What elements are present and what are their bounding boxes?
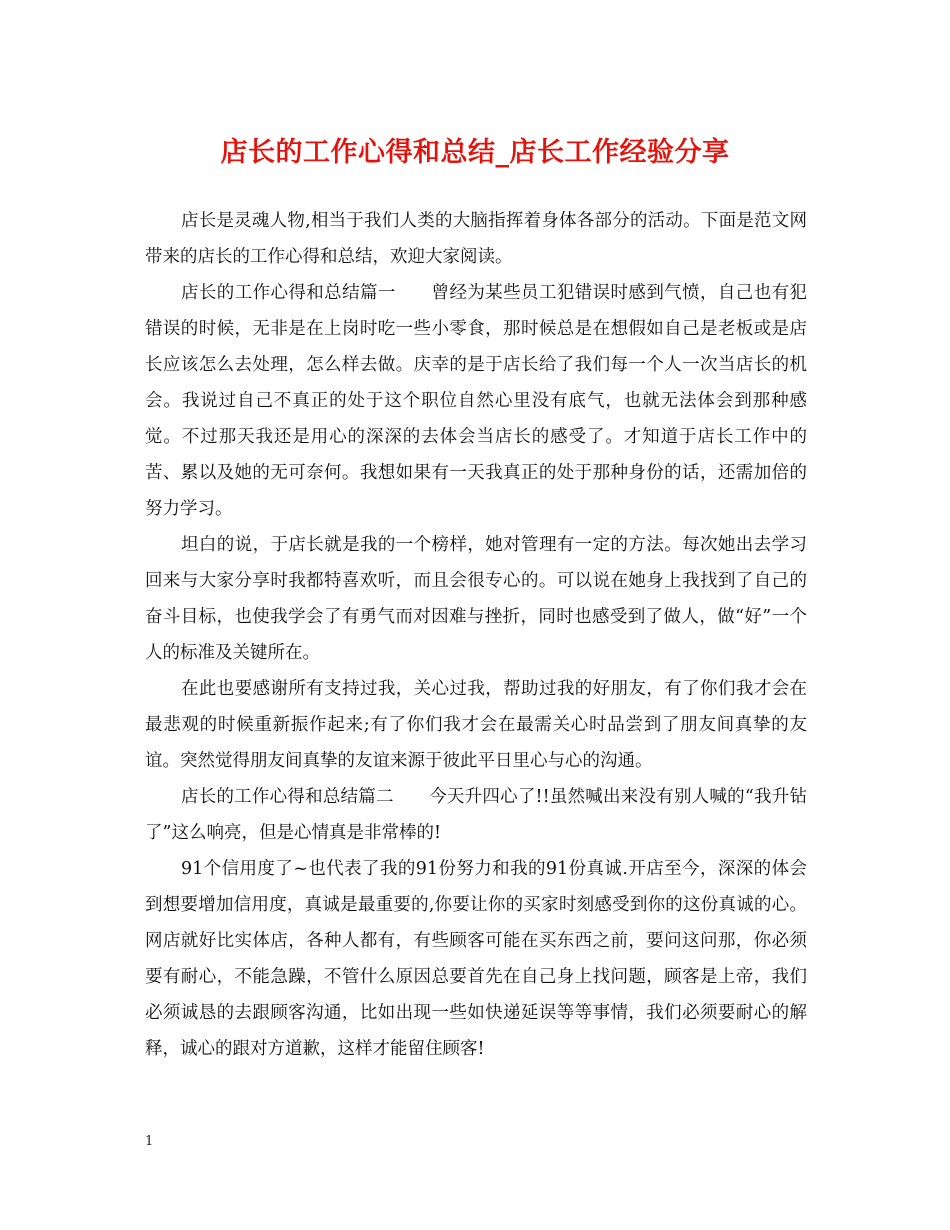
paragraph: 店长的工作心得和总结篇一 曾经为某些员工犯错误时感到气愤，自己也有犯错误的时候，无非是在上岗时吃一些小零食，那时候总是在想假如自己是老板或是店长应该怎么去处理，怎么样去做。庆幸的是于店长给了我们每一个人一次当店长的机会。我说过自己不真正的处于这个职位自然心里没有底气，也就无法体会到那种感觉。不过那天我还是用心的深深的去体会当店长的感受了。才知道于店长工作中的苦、累以及她的无可奈何。我想如果有一天我真正的处于那种身份的话，还需加倍的努力学习。 [145,283,807,519]
paragraph: 店长的工作心得和总结篇二 今天升四心了!!虽然喊出来没有别人喊的“我升钻了”这么响亮，但是心情真是非常棒的! [145,787,807,843]
paragraph: 店长是灵魂人物,相当于我们人类的大脑指挥着身体各部分的活动。下面是范文网带来的店长的工作心得和总结，欢迎大家阅读。 [145,211,807,267]
page-number: 1 [145,1134,154,1149]
document-title: 店长的工作心得和总结_店长工作经验分享 [220,137,730,168]
document-body [145,203,807,1067]
paragraph: 在此也要感谢所有支持过我，关心过我，帮助过我的好朋友，有了你们我才会在最悲观的时候重新振作起来;有了你们我才会在最需关心时品尝到了朋友间真挚的友谊。突然觉得朋友间真挚的友谊来源于彼此平日里心与心的沟通。 [145,679,807,771]
paragraph: 坦白的说，于店长就是我的一个榜样，她对管理有一定的方法。每次她出去学习回来与大家分享时我都特喜欢听，而且会很专心的。可以说在她身上我找到了自己的奋斗目标，也使我学会了有勇气而对因难与挫折，同时也感受到了做人，做“好”一个人的标准及关键所在。 [145,535,807,663]
paragraph: 91个信用度了~也代表了我的91份努力和我的91份真诚.开店至今，深深的体会到想要增加信用度，真诚是最重要的,你要让你的买家时刻感受到你的这份真诚的心。网店就好比实体店，各种人都有，有些顾客可能在买东西之前，要问这问那，你必须要有耐心，不能急躁，不管什么原因总要首先在自己身上找问题，顾客是上帝，我们必须诚恳的去跟顾客沟通，比如出现一些如快递延误等等事情，我们必须要耐心的解释，诚心的跟对方道歉，这样才能留住顾客! [145,859,807,1059]
